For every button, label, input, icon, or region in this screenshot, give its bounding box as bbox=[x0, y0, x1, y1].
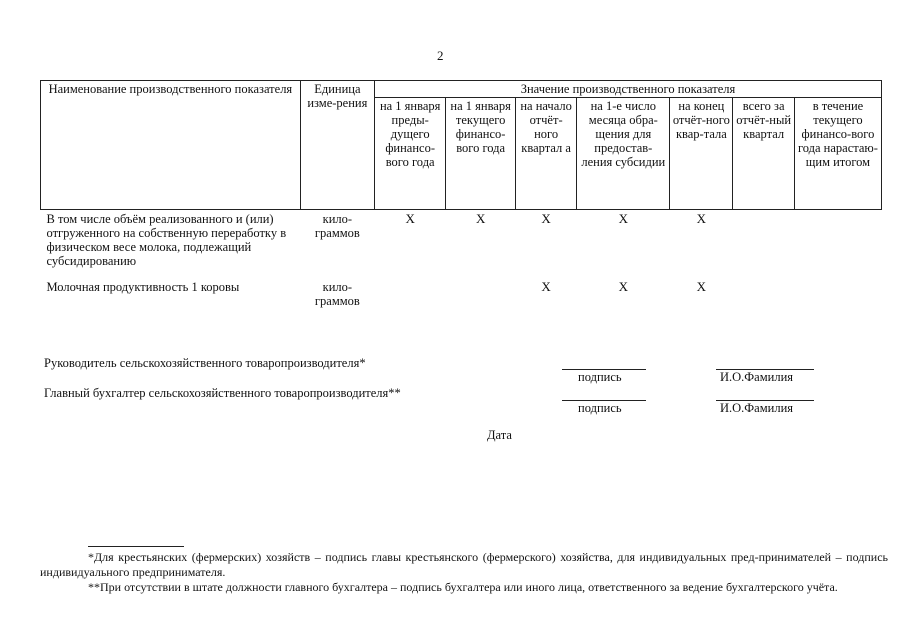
row-value bbox=[794, 278, 881, 314]
table-row bbox=[41, 278, 882, 314]
production-indicators-table bbox=[40, 80, 882, 314]
header-value-col-2: на 1 января текущего финансо-вого года bbox=[446, 98, 515, 210]
row-value: X bbox=[475, 211, 486, 226]
row-value: X bbox=[696, 211, 707, 226]
row-value bbox=[374, 278, 445, 314]
row-value bbox=[733, 210, 794, 278]
footnote-2: **При отсутствии в штате должности главного бухгалтера – подпись бухгалтера или иного лица, ответственного за ведение бухгалтерского учёта. bbox=[88, 580, 838, 594]
row-value: X bbox=[405, 211, 415, 226]
header-value-col-6: всего за отчёт-ный квартал bbox=[733, 98, 794, 210]
footnotes bbox=[40, 550, 888, 595]
accountant-signature-caption: подпись bbox=[578, 401, 622, 415]
row-value bbox=[446, 278, 515, 314]
row-value bbox=[794, 210, 881, 278]
row-value: X bbox=[618, 278, 628, 294]
head-signature-caption: подпись bbox=[578, 370, 622, 384]
footnote-separator bbox=[88, 546, 184, 547]
header-value-col-1: на 1 января преды-дущего финансо-вого года bbox=[374, 98, 445, 210]
header-value-col-5: на конец отчёт-ного квар-тала bbox=[670, 98, 733, 210]
header-indicator-name: Наименование производственного показателя bbox=[41, 81, 301, 210]
header-unit: Единица изме-рения bbox=[300, 81, 374, 210]
accountant-signature-label: Главный бухгалтер сельскохозяйственного товаропроизводителя** bbox=[44, 386, 401, 400]
footnote-1: *Для крестьянских (фермерских) хозяйств – подпись главы крестьянского (фермерского) хозяйства, для индивидуальных пред-принимателей – подпись индивидуального предпринимателя. bbox=[40, 550, 888, 579]
header-value-col-4: на 1-е число месяца обра-щения для предостав-ления субсидии bbox=[577, 98, 670, 210]
row-unit: кило-граммов bbox=[314, 212, 360, 240]
row-unit: кило-граммов bbox=[314, 279, 360, 308]
row-value: X bbox=[618, 211, 628, 226]
accountant-name-caption: И.О.Фамилия bbox=[720, 401, 794, 415]
header-value-group: Значение производственного показателя bbox=[374, 81, 881, 98]
table-header-row-1 bbox=[41, 81, 882, 98]
row-value: X bbox=[696, 278, 707, 294]
page-number: 2 bbox=[437, 48, 444, 63]
row-value bbox=[733, 278, 794, 314]
header-value-col-3: на начало отчёт-ного квартал а bbox=[515, 98, 576, 210]
date-label: Дата bbox=[487, 428, 512, 442]
row-indicator-name: Молочная продуктивность 1 коровы bbox=[46, 279, 240, 294]
row-value: X bbox=[541, 211, 551, 226]
table-row bbox=[41, 210, 882, 278]
header-value-col-7: в течение текущего финансо-вого года нарастаю-щим итогом bbox=[794, 98, 881, 210]
head-name-caption: И.О.Фамилия bbox=[720, 370, 794, 384]
head-signature-label: Руководитель сельскохозяйственного товаропроизводителя* bbox=[44, 356, 366, 370]
row-value: X bbox=[541, 278, 551, 294]
row-indicator-name: В том числе объём реализованного и (или) отгруженного на собственную переработку в физическом весе молока, подлежащий субсидированию bbox=[46, 212, 287, 268]
